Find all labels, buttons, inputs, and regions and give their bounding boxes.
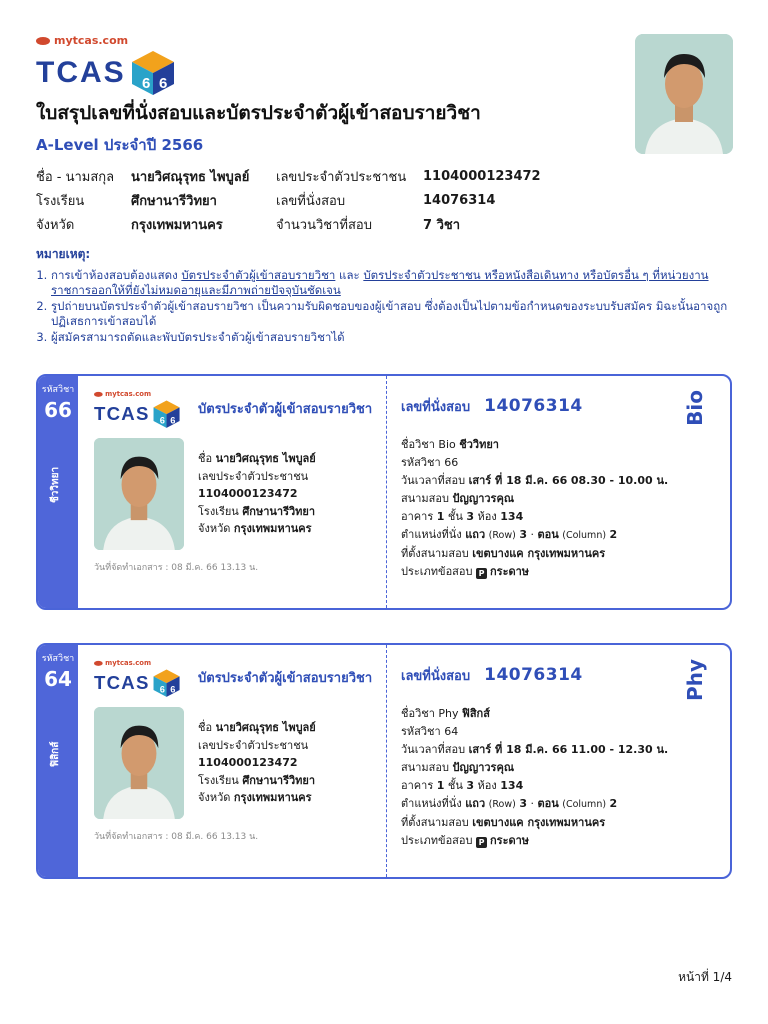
- mytcas-logo-small: [36, 34, 736, 47]
- building-value: 1: [436, 779, 445, 792]
- note-link-id: บัตรประจำตัวประชาชน หรือหนังสือเดินทาง หรือบัตรอื่น ๆ ที่หน่วยงานราชการออกให้ที่ยังไม่หมดอายุและมีภาพถ่ายปัจจุบันชัดเจน: [51, 268, 709, 297]
- venue-value: ปัญญาวรคุณ: [452, 761, 515, 774]
- col-en: (Column): [562, 530, 607, 541]
- seat-value: 14076314: [423, 192, 496, 208]
- position-label: ตำแหน่งที่นั่ง: [401, 528, 462, 541]
- room-value: 134: [500, 510, 524, 523]
- card-left-panel: [94, 645, 386, 877]
- row-en: (Row): [488, 799, 516, 810]
- col-label: ตอน: [537, 797, 559, 810]
- building-value: 1: [436, 510, 445, 523]
- brand-main-text: TCAS: [94, 403, 150, 425]
- name-label: ชื่อ - นามสกุล: [36, 169, 115, 185]
- row-label: แถว: [465, 797, 486, 810]
- floor-value: 3: [466, 510, 475, 523]
- notes-heading: หมายเหตุ:: [36, 247, 91, 261]
- page-number: หน้าที่ 1/4: [678, 970, 732, 984]
- tcas-logo-small: [94, 659, 181, 698]
- card-title: บัตรประจำตัวผู้เข้าสอบรายวิชา: [198, 671, 373, 686]
- citizen-id-label: เลขประจำตัวประชาชน: [198, 469, 309, 483]
- location-label: ที่ตั้งสนามสอบ: [401, 816, 469, 829]
- province-value: กรุงเทพมหานคร: [233, 522, 312, 535]
- citizen-id-label: เลขประจำตัวประชาชน: [198, 738, 309, 752]
- cube-logo-icon: [130, 49, 176, 97]
- exam-type-label: ประเภทข้อสอบ: [401, 834, 473, 847]
- room-label: ห้อง: [477, 510, 497, 523]
- location-label: ที่ตั้งสนามสอบ: [401, 547, 469, 560]
- card-title: บัตรประจำตัวผู้เข้าสอบรายวิชา: [198, 402, 373, 417]
- tcas-logo-small: [94, 390, 181, 429]
- subject-name: ฟิสิกส์: [462, 707, 490, 720]
- citizen-id-value: 1104000123472: [198, 756, 298, 769]
- name-label: ชื่อ: [198, 452, 213, 465]
- note-item-2: 2. รูปถ่ายบนบัตรประจำตัวผู้เข้าสอบรายวิชา เป็นความรับผิดชอบของผู้เข้าสอบ ซึ่งต้องเป็นไปตามข้อกำหนดของระบบรับสมัคร มิฉะนั้นอาจถูกปฏิเสธการเข้าสอบได้: [51, 299, 736, 329]
- eye-icon: [36, 37, 50, 45]
- province-label: จังหวัด: [198, 791, 231, 804]
- subject-label: ชื่อวิชา: [401, 438, 435, 451]
- notes-section: [36, 245, 736, 346]
- school-label: โรงเรียน: [198, 773, 239, 787]
- seat-heading: [401, 665, 583, 686]
- document-title: ใบสรุปเลขที่นั่งสอบและบัตรประจำตัวผู้เข้าสอบรายวิชา: [36, 102, 481, 124]
- subject-label: ชื่อวิชา: [401, 707, 435, 720]
- subject-name: ชีววิทยา: [459, 438, 499, 451]
- logo-digit-1: 6: [159, 684, 165, 695]
- province-label: จังหวัด: [36, 217, 75, 233]
- venue-value: ปัญญาวรคุณ: [452, 492, 515, 505]
- logo-digit-1: 6: [141, 75, 151, 92]
- logo-digit-2: 6: [170, 684, 176, 695]
- issue-date: วันที่จัดทำเอกสาร : 08 มี.ค. 66 13.13 น.: [94, 832, 259, 842]
- floor-label: ชั้น: [447, 510, 463, 523]
- subject-code-number: 64: [44, 667, 72, 691]
- name-value: นายวิศณุรุทธ ไพบูลย์: [215, 721, 316, 734]
- province-value: กรุงเทพมหานคร: [131, 217, 223, 233]
- code-value: 64: [444, 725, 459, 738]
- card-right-panel: [401, 376, 721, 608]
- card-sidebar: [38, 376, 78, 608]
- room-value: 134: [500, 779, 524, 792]
- paper-icon: P: [476, 568, 487, 579]
- brand-small-text: mytcas.com: [105, 659, 152, 668]
- tcas-logo: [36, 49, 736, 97]
- position-label: ตำแหน่งที่นั่ง: [401, 797, 462, 810]
- seat-number: 14076314: [484, 665, 583, 685]
- applicant-photo: [635, 34, 733, 154]
- seat-label: เลขที่นั่งสอบ: [401, 400, 471, 415]
- note-text: และ: [335, 268, 364, 282]
- exam-details: ชื่อวิชา Phy ฟิสิกส์ รหัสวิชา 64 วันเวลาที่สอบ เสาร์ ที่ 18 มี.ค. 66 11.00 - 12.30 น. สนามสอบ ปัญญาวรคุณ อาคาร 1 ชั้น 3 ห้อง 134 ตำแหน่งที่นั่ง แถว (Row) 3 · ตอน (Column) 2 ที่ตั้งสนามสอบ เขตบางแค กรุงเทพมหานคร ประเภทข้อสอบ P กระดาษ: [401, 707, 669, 847]
- location-value: เขตบางแค กรุงเทพมหานคร: [472, 547, 606, 560]
- logo-digit-2: 6: [158, 75, 168, 92]
- citizen-id-label: เลขประจำตัวประชาชน: [276, 169, 407, 185]
- note-text: การเข้าห้องสอบต้องแสดง: [51, 268, 182, 282]
- province-value: กรุงเทพมหานคร: [233, 791, 312, 804]
- name-value: นายวิศณุรุทธ ไพบูลย์: [131, 169, 250, 185]
- building-label: อาคาร: [401, 510, 434, 523]
- venue-label: สนามสอบ: [401, 761, 449, 774]
- paper-icon: P: [476, 837, 487, 848]
- cube-logo-icon: [152, 399, 181, 429]
- cube-logo-icon: [152, 668, 181, 698]
- subject-name-vertical: ฟิสิกส์: [50, 741, 61, 767]
- exam-date: เสาร์ ที่ 18 มี.ค. 66: [468, 743, 568, 756]
- eye-icon: [94, 392, 103, 397]
- brand-main-text: TCAS: [36, 56, 126, 89]
- applicant-info: [36, 164, 541, 236]
- code-value: 66: [444, 456, 459, 469]
- note-item-1: [51, 268, 736, 298]
- code-label: รหัสวิชา: [401, 725, 441, 738]
- seat-heading: [401, 396, 583, 417]
- col-value: 2: [609, 797, 618, 810]
- cut-line: [386, 645, 387, 877]
- seat-label: เลขที่นั่งสอบ: [276, 193, 346, 209]
- card-right-panel: [401, 645, 721, 877]
- datetime-label: วันเวลาที่สอบ: [401, 743, 466, 756]
- logo-digit-2: 6: [170, 415, 176, 426]
- seat-label: เลขที่นั่งสอบ: [401, 669, 471, 684]
- row-value: 3: [519, 797, 527, 810]
- brand-small-text: mytcas.com: [54, 34, 129, 47]
- exam-details: ชื่อวิชา Bio ชีววิทยา รหัสวิชา 66 วันเวลาที่สอบ เสาร์ ที่ 18 มี.ค. 66 08.30 - 10.00 น. สนามสอบ ปัญญาวรคุณ อาคาร 1 ชั้น 3 ห้อง 134 ตำแหน่งที่นั่ง แถว (Row) 3 · ตอน (Column) 2 ที่ตั้งสนามสอบ เขตบางแค กรุงเทพมหานคร ประเภทข้อสอบ P กระดาษ: [401, 438, 669, 578]
- room-label: ห้อง: [477, 779, 497, 792]
- row-label: แถว: [465, 528, 486, 541]
- school-value: ศึกษานารีวิทยา: [242, 504, 316, 518]
- issue-date: วันที่จัดทำเอกสาร : 08 มี.ค. 66 13.13 น.: [94, 563, 259, 573]
- datetime-label: วันเวลาที่สอบ: [401, 474, 466, 487]
- document-subtitle: A-Level ประจำปี 2566: [36, 136, 204, 154]
- card-left-panel: [94, 376, 386, 608]
- province-label: จังหวัด: [198, 522, 231, 535]
- exam-type-label: ประเภทข้อสอบ: [401, 565, 473, 578]
- exam-type-value: กระดาษ: [490, 565, 530, 578]
- subject-code-number: 66: [44, 398, 72, 422]
- subject-code-label: รหัสวิชา: [41, 385, 75, 395]
- col-value: 2: [609, 528, 618, 541]
- card-person-info: [198, 719, 316, 807]
- card-applicant-photo: [94, 438, 184, 550]
- info-row: [36, 188, 541, 212]
- info-row: [36, 212, 541, 236]
- subject-count-label: จำนวนวิชาที่สอบ: [276, 217, 372, 233]
- school-label: โรงเรียน: [198, 504, 239, 518]
- card-applicant-photo: [94, 707, 184, 819]
- subject-code-vertical: Bio: [683, 390, 707, 426]
- floor-label: ชั้น: [447, 779, 463, 792]
- col-label: ตอน: [537, 528, 559, 541]
- subject-code-label: รหัสวิชา: [41, 654, 75, 664]
- location-value: เขตบางแค กรุงเทพมหานคร: [472, 816, 606, 829]
- floor-value: 3: [466, 779, 475, 792]
- citizen-id-value: 1104000123472: [198, 487, 298, 500]
- school-label: โรงเรียน: [36, 193, 85, 209]
- exam-date: เสาร์ ที่ 18 มี.ค. 66: [468, 474, 568, 487]
- name-label: ชื่อ: [198, 721, 213, 734]
- exam-type-value: กระดาษ: [490, 834, 530, 847]
- brand-small-text: mytcas.com: [105, 390, 152, 399]
- exam-time: 08.30 - 10.00 น.: [570, 474, 669, 487]
- venue-label: สนามสอบ: [401, 492, 449, 505]
- note-link-card: บัตรประจำตัวผู้เข้าสอบรายวิชา: [181, 268, 336, 282]
- school-value: ศึกษานารีวิทยา: [242, 773, 316, 787]
- subject-name-vertical: ชีววิทยา: [50, 466, 61, 504]
- row-value: 3: [519, 528, 527, 541]
- note-item-3: 3. ผู้สมัครสามารถตัดและพับบัตรประจำตัวผู้เข้าสอบรายวิชาได้: [51, 330, 736, 345]
- row-en: (Row): [488, 530, 516, 541]
- subject-en: Bio: [438, 438, 456, 451]
- card-person-info: [198, 450, 316, 538]
- subject-count-value: 7 วิชา: [423, 217, 460, 233]
- cut-line: [386, 376, 387, 608]
- subject-en: Phy: [438, 707, 459, 720]
- exam-time: 11.00 - 12.30 น.: [570, 743, 669, 756]
- eye-icon: [94, 661, 103, 666]
- brand-main-text: TCAS: [94, 672, 150, 694]
- col-en: (Column): [562, 799, 607, 810]
- school-value: ศึกษานารีวิทยา: [131, 193, 217, 209]
- code-label: รหัสวิชา: [401, 456, 441, 469]
- subject-code-vertical: Phy: [683, 659, 707, 701]
- exam-card-phy: [36, 643, 732, 879]
- seat-number: 14076314: [484, 396, 583, 416]
- info-row: [36, 164, 541, 188]
- card-sidebar: [38, 645, 78, 877]
- building-label: อาคาร: [401, 779, 434, 792]
- exam-card-bio: [36, 374, 732, 610]
- citizen-id-value: 1104000123472: [423, 168, 541, 184]
- name-value: นายวิศณุรุทธ ไพบูลย์: [215, 452, 316, 465]
- logo-digit-1: 6: [159, 415, 165, 426]
